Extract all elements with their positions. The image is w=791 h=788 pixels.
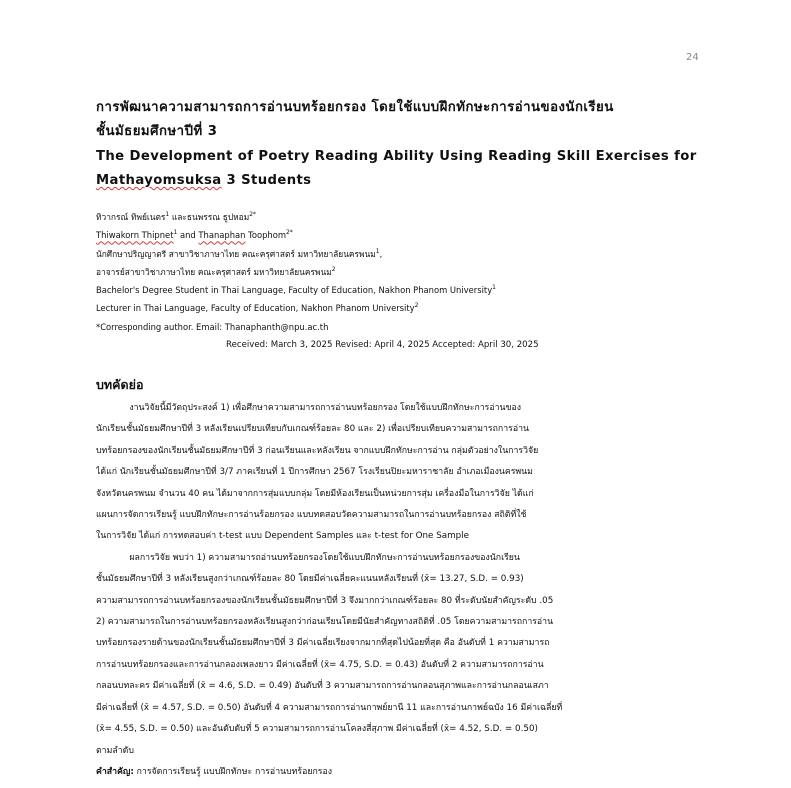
affiliation-english-1-sup: 1 xyxy=(492,284,496,292)
abstract-line: บทร้อยกรองรายด้านของนักเรียนชั้นมัธยมศึกษาปีที่ 3 มีค่าเฉลี่ยเรียงจากมากที่สุดไปน้อยที่สุด คือ อันดับที่ 1 ความสามารถ xyxy=(96,638,550,649)
abstract-line: นักเรียนชั้นมัธยมศึกษาปีที่ 3 หลังเรียนเปรียบเทียบกับเกณฑ์ร้อยละ 80 และ 2) เพื่อเปรียบเทียบความสามารถการอ่าน xyxy=(96,424,529,435)
affiliation-english-1-text: Bachelor's Degree Student in Thai Language, Faculty of Education, Nakhon Phanom University xyxy=(96,285,493,296)
author-english-2: Thanaphan xyxy=(198,230,246,241)
keywords-label: คำสำคัญ: xyxy=(96,766,134,777)
affiliation-thai-2-sup: 2 xyxy=(331,266,336,274)
title-english-line: The Development of Poetry Reading Ability Using Reading Skill Exercises for xyxy=(96,149,697,164)
abstract-line: การอ่านบทร้อยกรองและการอ่านกลองเพลงยาว มีค่าเฉลี่ยที่ (x̄= 4.75, S.D. = 0.43) อันดับที่ 2 ความสามารถการอ่าน xyxy=(96,659,544,670)
title-thai-line: ชั้นมัธยมศึกษาปีที่ 3 xyxy=(96,124,218,139)
received-dates: Received: March 3, 2025 Revised: April 4, 2025 Accepted: April 30, 2025 xyxy=(226,340,539,350)
author-english-2-sup: 2* xyxy=(285,229,293,237)
abstract-line: กลอนบทละคร มีค่าเฉลี่ยที่ (x̄ = 4.6, S.D. = 0.49) อันดับที่ 3 ความสามารถการอ่านกลอนสุภาพและการอ่านกลอนเสภา xyxy=(96,681,549,692)
authors-thai xyxy=(96,208,696,226)
abstract-line: จังหวัดนครพนม จำนวน 40 คน ได้มาจากการสุ่มแบบกลุ่ม โดยมีห้องเรียนเป็นหน่วยการสุ่ม เครื่องมือในการวิจัย ได้แก่ xyxy=(96,488,534,499)
abstract-line: (x̄= 4.55, S.D. = 0.50) และอันดับดับที่ 5 ความสามารถการอ่านโคลงสี่สุภาพ มีค่าเฉลี่ยที่ (x̄= 4.52, S.D. = 0.50) xyxy=(96,724,538,735)
author-english-1-sup: 1 xyxy=(173,229,178,237)
authors-english xyxy=(96,226,696,244)
abstract-heading: บทคัดย่อ xyxy=(96,377,144,392)
abstract-line: ชั้นมัธยมศึกษาปีที่ 3 หลังเรียนสูงกว่าเกณฑ์ร้อยละ 80 โดยมีค่าเฉลี่ยคะแนนหลังเรียนที่ (x̄= 13.27, S.D. = 0.93) xyxy=(96,574,524,585)
affiliation-thai-1-tail: , xyxy=(379,248,383,259)
abstract-line: ความสามารถการอ่านบทร้อยกรองของนักเรียนชั้นมัธยมศึกษาปีที่ 3 จึงมากกว่าเกณฑ์ร้อยละ 80 ที่ระดับนัยสำคัญระดับ .05 xyxy=(96,595,554,606)
affiliation-thai-1-text: นักศึกษาปริญญาตรี สาขาวิชาภาษาไทย คณะครุศาสตร์ มหาวิทยาลัยนครพนม xyxy=(96,248,376,259)
author-english-and: and xyxy=(177,230,199,241)
affiliation-thai-2-text: อาจารย์สาขาวิชาภาษาไทย คณะครุศาสตร์ มหาวิทยาลัยนครพนม xyxy=(96,266,332,277)
abstract-line: งานวิจัยนี้มีวัตถุประสงค์ 1) เพื่อศึกษาความสามารถการอ่านบทร้อยกรอง โดยใช้แบบฝึกทักษะการอ่านของ xyxy=(96,403,522,413)
affiliation-thai-2 xyxy=(96,263,696,281)
affiliation-english-2 xyxy=(96,299,696,317)
page-number: 24 xyxy=(686,52,699,63)
author-block xyxy=(96,208,696,336)
author-english-1: Thiwakorn Thipnet xyxy=(96,230,174,241)
affiliation-english-2-text: Lecturer in Thai Language, Faculty of Education, Nakhon Phanom University xyxy=(96,303,415,314)
affiliation-english-2-sup: 2 xyxy=(414,302,419,310)
abstract-line: ในการวิจัย ได้แก่ การทดสอบค่า t-test แบบ Dependent Samples และ t-test for One Sample xyxy=(96,531,469,542)
abstract-line: บทร้อยกรองของนักเรียนชั้นมัธยมศึกษาปีที่ 3 ก่อนเรียนและหลังเรียน จากแบบฝึกทักษะการอ่าน กลุ่มตัวอย่างในการวิจัย xyxy=(96,445,539,456)
author-thai-1-sup: 1 xyxy=(165,211,170,219)
title-thai-line: การพัฒนาความสามารถการอ่านบทร้อยกรอง โดยใช้แบบฝึกทักษะการอ่านของนักเรียน xyxy=(96,100,614,115)
keywords-line xyxy=(96,762,698,783)
title-english-line xyxy=(96,169,716,193)
abstract-line: มีค่าเฉลี่ยที่ (x̄ = 4.57, S.D. = 0.50) อันดับที่ 4 ความสามารถการอ่านกาพย์ยานี 11 และการอ่านกาพย์ฉบัง 16 มีค่าเฉลี่ยที่ xyxy=(96,702,563,713)
author-thai-2: และธนพรรณ ธูปหอม xyxy=(169,212,250,222)
abstract-body xyxy=(96,398,698,783)
title-english-rest: 3 Students xyxy=(221,173,312,188)
author-english-2-rest: Toophom xyxy=(245,230,286,241)
abstract-line: ได้แก่ นักเรียนชั้นมัธยมศึกษาปีที่ 3/7 ภาคเรียนที่ 1 ปีการศึกษา 2567 โรงเรียนปิยะมหาราชาลัย อำเภอเมืองนครพนม xyxy=(96,467,533,478)
author-thai-1: ทิวากรณ์ ทิพย์เนตร xyxy=(96,212,166,222)
corresponding-author: *Corresponding author. Email: Thanaphanth@npu.ac.th xyxy=(96,321,329,332)
abstract-line: ผลการวิจัย พบว่า 1) ความสามารถอ่านบทร้อยกรองโดยใช้แบบฝึกทักษะการอ่านบทร้อยกรองของนักเรียน xyxy=(96,552,520,563)
author-thai-2-sup: 2* xyxy=(249,211,257,219)
abstract-line: 2) ความสามารถในการอ่านบทร้อยกรองหลังเรียนสูงกว่าก่อนเรียนโดยมีนัยสำคัญทางสถิติที่ .05 โดยความสามารถการอ่าน xyxy=(96,617,554,628)
affiliation-thai-1-sup: 1 xyxy=(375,247,380,255)
title-english-word: Mathayomsuksa xyxy=(96,173,222,188)
abstract-line: ตามลำดับ xyxy=(96,745,134,756)
title-thai xyxy=(96,96,716,144)
abstract-line: แผนการจัดการเรียนรู้ แบบฝึกทักษะการอ่านร้อยกรอง แบบทดสอบวัดความสามารถในการอ่านบทร้อยกรอง สถิติที่ใช้ xyxy=(96,510,527,521)
affiliation-english-1 xyxy=(96,281,696,299)
affiliation-thai-1 xyxy=(96,245,696,263)
title-english xyxy=(96,145,716,193)
keywords-text: การจัดการเรียนรู้ แบบฝึกทักษะ การอ่านบทร้อยกรอง xyxy=(133,766,333,777)
